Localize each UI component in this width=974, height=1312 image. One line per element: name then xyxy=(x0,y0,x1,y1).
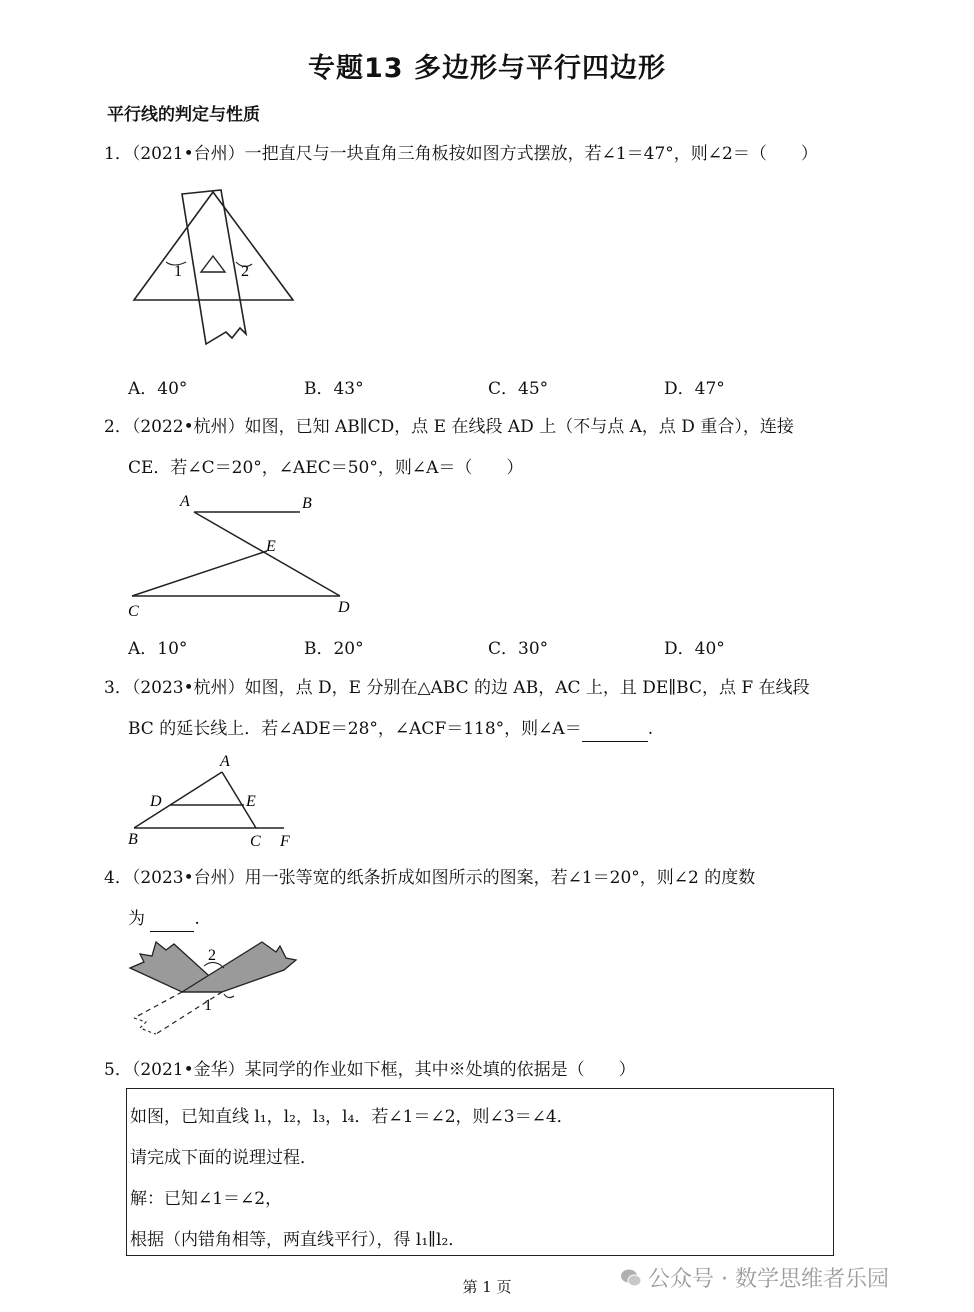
point-b-label: B xyxy=(302,495,312,512)
triangle-b-label: B xyxy=(128,831,138,848)
question-4-line1: 4．（2023•台州）用一张等宽的纸条折成如图所示的图案，若∠1＝20°，则∠2 的度数 xyxy=(104,868,756,888)
question-2-line2: CE．若∠C＝20°，∠AEC＝50°，则∠A＝（ ） xyxy=(128,458,524,478)
triangle-d-label: D xyxy=(150,793,162,810)
question-3-line1: 3．（2023•杭州）如图，点 D，E 分别在△ABC 的边 AB，AC 上，且 DE∥BC，点 F 在线段 xyxy=(104,678,810,698)
angle-2-label: 2 xyxy=(241,263,249,280)
q2-option-d[interactable]: D．40° xyxy=(664,639,725,659)
triangle-a-label: A xyxy=(220,753,230,770)
q2-option-c[interactable]: C．30° xyxy=(488,639,549,659)
question-1-figure xyxy=(128,186,300,350)
question-5-text: 5．（2021•金华）某同学的作业如下框，其中※处填的依据是（ ） xyxy=(104,1060,636,1080)
q1-option-d[interactable]: D．47° xyxy=(664,379,725,399)
triangle-c-label: C xyxy=(250,833,261,850)
point-e-label: E xyxy=(266,538,276,555)
question-4-line2 xyxy=(128,907,200,932)
question-4-line2-end: . xyxy=(194,909,200,929)
q1-option-b[interactable]: B．43° xyxy=(304,379,364,399)
q1-option-a[interactable]: A．40° xyxy=(128,379,188,399)
q2-option-a[interactable]: A．10° xyxy=(128,639,188,659)
point-d-label: D xyxy=(338,599,350,616)
question-3-line2 xyxy=(128,717,653,742)
answer-blank-4[interactable] xyxy=(150,907,194,932)
question-1-text: 1．（2021•台州）一把直尺与一块直角三角板按如图方式摆放，若∠1＝47°，则∠2＝（ ） xyxy=(104,144,818,164)
fold-angle-1-label: 1 xyxy=(204,997,212,1014)
triangle-e-label: E xyxy=(246,793,256,810)
angle-1-label: 1 xyxy=(174,263,182,280)
question-4-line2-text: 为 xyxy=(128,909,145,929)
box-line-2: 请完成下面的说理过程． xyxy=(130,1148,317,1168)
question-3-figure xyxy=(126,750,298,850)
box-line-1: 如图，已知直线 l₁，l₂，l₃，l₄．若∠1＝∠2，则∠3＝∠4． xyxy=(130,1107,574,1127)
section-heading: 平行线的判定与性质 xyxy=(107,105,260,125)
q1-option-c[interactable]: C．45° xyxy=(488,379,549,399)
question-2-figure xyxy=(122,490,362,624)
answer-blank-3[interactable] xyxy=(582,717,648,742)
question-3-line2-end: . xyxy=(647,719,654,739)
point-a-label: A xyxy=(180,493,190,510)
triangle-f-label: F xyxy=(280,833,290,850)
q2-option-b[interactable]: B．20° xyxy=(304,639,364,659)
question-3-line2-text: BC 的延长线上．若∠ADE＝28°，∠ACF＝118°，则∠A＝ xyxy=(128,719,582,739)
watermark xyxy=(620,1262,889,1293)
page-title: 专题13 多边形与平行四边形 xyxy=(308,53,666,84)
point-c-label: C xyxy=(128,603,139,620)
question-4-figure xyxy=(126,936,302,1040)
watermark-text: 公众号 · 数学思维者乐园 xyxy=(648,1267,889,1292)
box-line-3: 解：已知∠1＝∠2， xyxy=(130,1189,283,1209)
wechat-icon xyxy=(620,1268,642,1288)
question-2-line1: 2．（2022•杭州）如图，已知 AB∥CD，点 E 在线段 AD 上（不与点 A，点 D 重合），连接 xyxy=(104,417,794,437)
box-line-4: 根据（内错角相等，两直线平行），得 l₁∥l₂． xyxy=(130,1230,466,1250)
page-number: 第 1 页 xyxy=(462,1278,512,1296)
fold-angle-2-label: 2 xyxy=(208,947,216,964)
